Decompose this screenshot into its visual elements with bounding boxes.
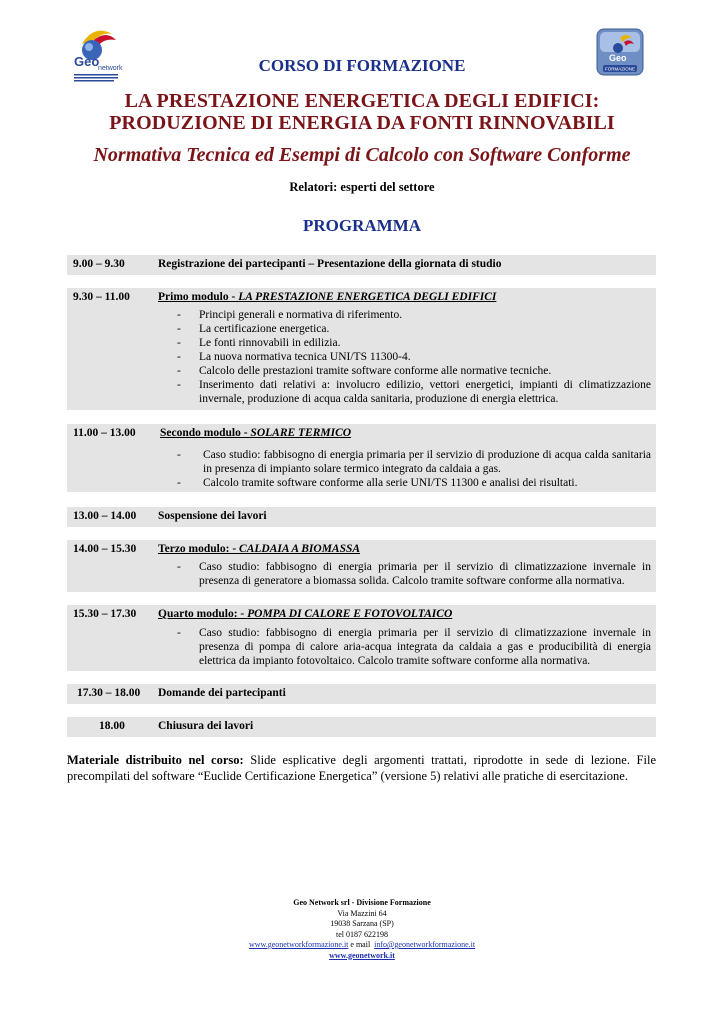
module-topic-list [177,560,651,588]
footer-email-label: e mail [348,940,375,949]
schedule-label: Sospensione dei lavori [158,510,267,522]
schedule-time: 9.30 – 11.00 [73,291,130,303]
materials-text: Slide esplicative degli argomenti trattati, riprodotte in sede di lezione. File precompilati del software “Euclide Certificazione Energetica” (versione 5) relativi alle pratiche di esercitazione. [67,753,656,783]
footer-email-link[interactable]: info@geonetworkformazione.it [374,940,476,949]
list-item: - Principi generali e normativa di riferimento. [177,308,651,322]
footer [0,898,724,961]
speakers-line: Relatori: esperti del settore [289,180,435,194]
course-label: CORSO DI FORMAZIONE [258,56,466,75]
document-title-line1: LA PRESTAZIONE ENERGETICA DEGLI EDIFICI: [124,90,600,112]
schedule-time: 9.00 – 9.30 [73,258,125,270]
svg-text:FORMAZIONE: FORMAZIONE [605,66,635,72]
schedule-row [67,507,656,527]
schedule-time: 17.30 – 18.00 [77,687,141,699]
program-heading: PROGRAMMA [302,216,422,235]
schedule-label: Domande dei partecipanti [158,687,286,699]
module-title: Primo modulo - LA PRESTAZIONE ENERGETICA DEGLI EDIFICI [158,291,497,303]
footer-city: 19038 Sarzana (SP) [330,919,394,928]
footer-contacts [0,940,724,951]
svg-text:network: network [98,65,123,72]
schedule-time: 18.00 [99,720,125,732]
module-topic-list [177,626,651,668]
module-topic-list [177,448,651,490]
footer-street: Via Mazzini 64 [337,908,387,918]
list-item: - Calcolo delle prestazioni tramite software conforme alle normative tecniche. [177,364,651,378]
svg-text:Geo: Geo [74,54,100,69]
schedule-row [67,717,656,737]
list-item: - Caso studio: fabbisogno di energia primaria per il servizio di climatizzazione invernale in presenza di pompa di calore aria-acqua integrata da caldaia a gas e producibilità di energia elettrica da impianto fotovoltaico. Calcolo tramite software conforme alla normativa. [177,626,651,668]
list-item: - Caso studio: fabbisogno di energia primaria per il servizio di climatizzazione invernale in presenza di generatore a biomassa solida. Calcolo tramite software conforme alla normativa. [177,560,651,588]
materials-paragraph [67,752,656,784]
footer-company: Geo Network srl - Divisione Formazione [293,898,431,907]
module-title: Quarto modulo: - POMPA DI CALORE E FOTOVOLTAICO [158,608,453,620]
schedule-time: 13.00 – 14.00 [73,510,137,522]
module-title: Terzo modulo: - CALDAIA A BIOMASSA [158,543,361,555]
svg-text:Geo: Geo [609,53,627,63]
list-item: - Inserimento dati relativi a: involucro edilizio, vettori energetici, impianti di climatizzazione invernale, produzione di acqua calda sanitaria, produzione di energia elettrica. [177,378,651,406]
document-title-line2: PRODUZIONE DI ENERGIA DA FONTI RINNOVABILI [109,112,615,134]
schedule-label: Chiusura dei lavori [158,720,254,732]
schedule-label: Registrazione dei partecipanti – Presentazione della giornata di studio [158,258,502,270]
module-topic-list [177,308,651,406]
list-item: - Le fonti rinnovabili in edilizia. [177,336,651,350]
footer-site-formazione-link[interactable]: www.geonetworkformazione.it [248,940,349,949]
schedule-time: 11.00 – 13.00 [73,427,136,439]
document-subtitle: Normativa Tecnica ed Esempi di Calcolo con Software Conforme [93,144,631,166]
footer-site-main-link[interactable]: www.geonetwork.it [329,950,395,960]
materials-label: Materiale distribuito nel corso: [67,753,244,767]
schedule-row [67,684,656,704]
list-item: - La certificazione energetica. [177,322,651,336]
footer-phone: tel 0187 622198 [336,929,388,939]
list-item: - La nuova normativa tecnica UNI/TS 11300-4. [177,350,651,364]
list-item: - Calcolo tramite software conforme alla serie UNI/TS 11300 e analisi dei risultati. [177,476,651,490]
module-title: Secondo modulo - SOLARE TERMICO [160,427,352,439]
list-item: - Caso studio: fabbisogno di energia primaria per il servizio di produzione di acqua calda sanitaria in presenza di impianto solare termico integrato da caldaia a gas. [177,448,651,476]
schedule-time: 14.00 – 15.30 [73,543,137,555]
schedule-time: 15.30 – 17.30 [73,608,137,620]
